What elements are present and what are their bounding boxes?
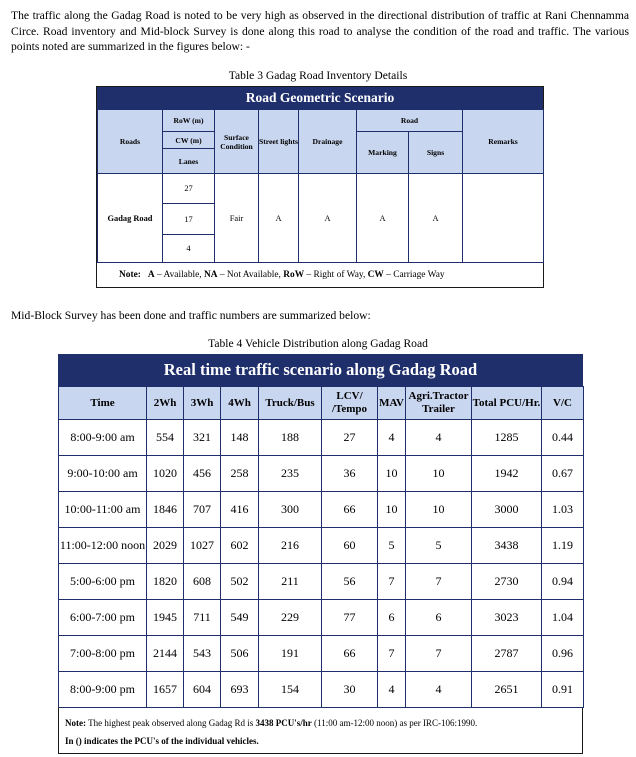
value-cell: 148	[221, 420, 259, 456]
table4-header-cell: LCV/ /Tempo	[322, 387, 378, 420]
value-cell: 6	[406, 600, 472, 636]
value-cell: 321	[184, 420, 221, 456]
table4-note-text-a: The highest peak observed along Gadag Rd is	[86, 718, 256, 728]
value-cell: 211	[259, 564, 322, 600]
table4-title: Real time traffic scenario along Gadag Road	[58, 354, 583, 386]
value-cell: 4	[378, 672, 406, 708]
header-street-lights: Street lights	[259, 110, 299, 174]
table4-header-cell: Time	[59, 387, 147, 420]
header-cw: CW (m)	[163, 132, 215, 149]
marking-cell: A	[357, 174, 409, 263]
header-row: RoW (m)	[163, 110, 215, 132]
value-cell: 5	[406, 528, 472, 564]
value-cell: 216	[259, 528, 322, 564]
table-row	[59, 564, 584, 600]
value-cell: 188	[259, 420, 322, 456]
value-cell: 60	[322, 528, 378, 564]
value-cell: 456	[184, 456, 221, 492]
value-cell: 707	[184, 492, 221, 528]
header-roads: Roads	[98, 110, 163, 174]
value-cell: 0.96	[542, 636, 584, 672]
table4-note-peak: 3438 PCU's/hr	[255, 718, 312, 728]
value-cell: 56	[322, 564, 378, 600]
table-row	[59, 636, 584, 672]
value-cell: 1.04	[542, 600, 584, 636]
value-cell: 549	[221, 600, 259, 636]
vehicle-distribution-table	[58, 354, 583, 754]
cw-value-cell: 17	[163, 204, 215, 235]
table4-header-cell: 2Wh	[147, 387, 184, 420]
value-cell: 10	[378, 492, 406, 528]
header-surface: Surface Condition	[215, 110, 259, 174]
value-cell: 604	[184, 672, 221, 708]
header-remarks: Remarks	[463, 110, 544, 174]
table4-header-cell: V/C	[542, 387, 584, 420]
value-cell: 229	[259, 600, 322, 636]
value-cell: 1846	[147, 492, 184, 528]
value-cell: 191	[259, 636, 322, 672]
value-cell: 554	[147, 420, 184, 456]
lanes-value-cell: 4	[163, 235, 215, 263]
value-cell: 0.94	[542, 564, 584, 600]
header-drainage: Drainage	[299, 110, 357, 174]
value-cell: 4	[406, 672, 472, 708]
value-cell: 300	[259, 492, 322, 528]
road-name-cell: Gadag Road	[98, 174, 163, 263]
value-cell: 1020	[147, 456, 184, 492]
value-cell: 502	[221, 564, 259, 600]
value-cell: 2029	[147, 528, 184, 564]
value-cell: 608	[184, 564, 221, 600]
value-cell: 154	[259, 672, 322, 708]
value-cell: 2787	[472, 636, 542, 672]
header-signs: Signs	[409, 132, 463, 174]
table4-header-cell: 4Wh	[221, 387, 259, 420]
header-marking: Marking	[357, 132, 409, 174]
time-cell: 8:00-9:00 am	[59, 420, 147, 456]
note-row-text: – Right of Way,	[304, 270, 366, 280]
drainage-cell: A	[299, 174, 357, 263]
value-cell: 66	[322, 636, 378, 672]
value-cell: 77	[322, 600, 378, 636]
surface-cell: Fair	[215, 174, 259, 263]
mid-block-paragraph: Mid-Block Survey has been done and traffic numbers are summarized below:	[11, 309, 371, 322]
value-cell: 1945	[147, 600, 184, 636]
table4-header-cell: Agri.Tractor Trailer	[406, 387, 472, 420]
table4-note-line2: In () indicates the PCU's of the individual vehicles.	[65, 736, 259, 746]
value-cell: 10	[378, 456, 406, 492]
value-cell: 2651	[472, 672, 542, 708]
value-cell: 1285	[472, 420, 542, 456]
value-cell: 711	[184, 600, 221, 636]
value-cell: 416	[221, 492, 259, 528]
street-lights-cell: A	[259, 174, 299, 263]
time-cell: 10:00-11:00 am	[59, 492, 147, 528]
table4-note-line1	[65, 714, 576, 732]
note-label: Note:	[119, 270, 141, 280]
value-cell: 30	[322, 672, 378, 708]
value-cell: 66	[322, 492, 378, 528]
table3-caption: Table 3 Gadag Road Inventory Details	[228, 69, 408, 82]
table-row	[59, 672, 584, 708]
remarks-cell	[463, 174, 544, 263]
value-cell: 1942	[472, 456, 542, 492]
value-cell: 4	[378, 420, 406, 456]
header-lanes: Lanes	[163, 149, 215, 174]
time-cell: 11:00-12:00 noon	[59, 528, 147, 564]
time-cell: 7:00-8:00 pm	[59, 636, 147, 672]
value-cell: 3000	[472, 492, 542, 528]
table3-title: Road Geometric Scenario	[97, 87, 543, 109]
table-row	[59, 600, 584, 636]
table4-header-cell: 3Wh	[184, 387, 221, 420]
table4-header-cell: MAV	[378, 387, 406, 420]
time-cell: 6:00-7:00 pm	[59, 600, 147, 636]
value-cell: 10	[406, 456, 472, 492]
time-cell: 8:00-9:00 pm	[59, 672, 147, 708]
value-cell: 4	[406, 420, 472, 456]
value-cell: 693	[221, 672, 259, 708]
value-cell: 7	[378, 564, 406, 600]
value-cell: 6	[378, 600, 406, 636]
value-cell: 7	[378, 636, 406, 672]
note-na-key: NA	[203, 270, 218, 280]
value-cell: 3438	[472, 528, 542, 564]
value-cell: 543	[184, 636, 221, 672]
table4-note-label: Note:	[65, 718, 86, 728]
value-cell: 1027	[184, 528, 221, 564]
intro-paragraph: The traffic along the Gadag Road is noted to be very high as observed in the directional distribution of traffic at Rani Chennamma Circe. Road inventory and Mid-block Survey is done along this road to analyse the condition of the road and traffic. The various points noted are summarized in the figures below: -	[11, 9, 629, 53]
note-row-key: RoW	[283, 270, 305, 280]
value-cell: 0.67	[542, 456, 584, 492]
value-cell: 1.19	[542, 528, 584, 564]
value-cell: 27	[322, 420, 378, 456]
table4-header-cell: Truck/Bus	[259, 387, 322, 420]
value-cell: 0.44	[542, 420, 584, 456]
table4-header-cell: Total PCU/Hr.	[472, 387, 542, 420]
value-cell: 0.91	[542, 672, 584, 708]
road-inventory-table	[96, 86, 544, 288]
table4-caption: Table 4 Vehicle Distribution along Gadag Road	[208, 337, 428, 350]
value-cell: 1.03	[542, 492, 584, 528]
table-row	[59, 420, 584, 456]
note-a-key: A	[147, 270, 155, 280]
value-cell: 10	[406, 492, 472, 528]
table-row	[59, 456, 584, 492]
value-cell: 258	[221, 456, 259, 492]
value-cell: 2144	[147, 636, 184, 672]
row-value-cell: 27	[163, 174, 215, 204]
value-cell: 7	[406, 636, 472, 672]
value-cell: 602	[221, 528, 259, 564]
table-row	[59, 492, 584, 528]
value-cell: 506	[221, 636, 259, 672]
value-cell: 36	[322, 456, 378, 492]
note-na-text: – Not Available,	[217, 270, 281, 280]
value-cell: 7	[406, 564, 472, 600]
time-cell: 9:00-10:00 am	[59, 456, 147, 492]
value-cell: 3023	[472, 600, 542, 636]
note-cw-key: CW	[367, 270, 384, 280]
note-a-text: – Available,	[154, 270, 202, 280]
time-cell: 5:00-6:00 pm	[59, 564, 147, 600]
value-cell: 235	[259, 456, 322, 492]
table4-note	[58, 708, 583, 754]
table-row	[59, 528, 584, 564]
value-cell: 1820	[147, 564, 184, 600]
value-cell: 5	[378, 528, 406, 564]
note-cw-text: – Carriage Way	[383, 270, 445, 280]
header-road: Road	[357, 110, 463, 132]
value-cell: 2730	[472, 564, 542, 600]
value-cell: 1657	[147, 672, 184, 708]
table4-note-text-b: (11:00 am-12:00 noon) as per IRC-106:1990.	[311, 718, 478, 728]
table3-note	[97, 263, 543, 287]
signs-cell: A	[409, 174, 463, 263]
